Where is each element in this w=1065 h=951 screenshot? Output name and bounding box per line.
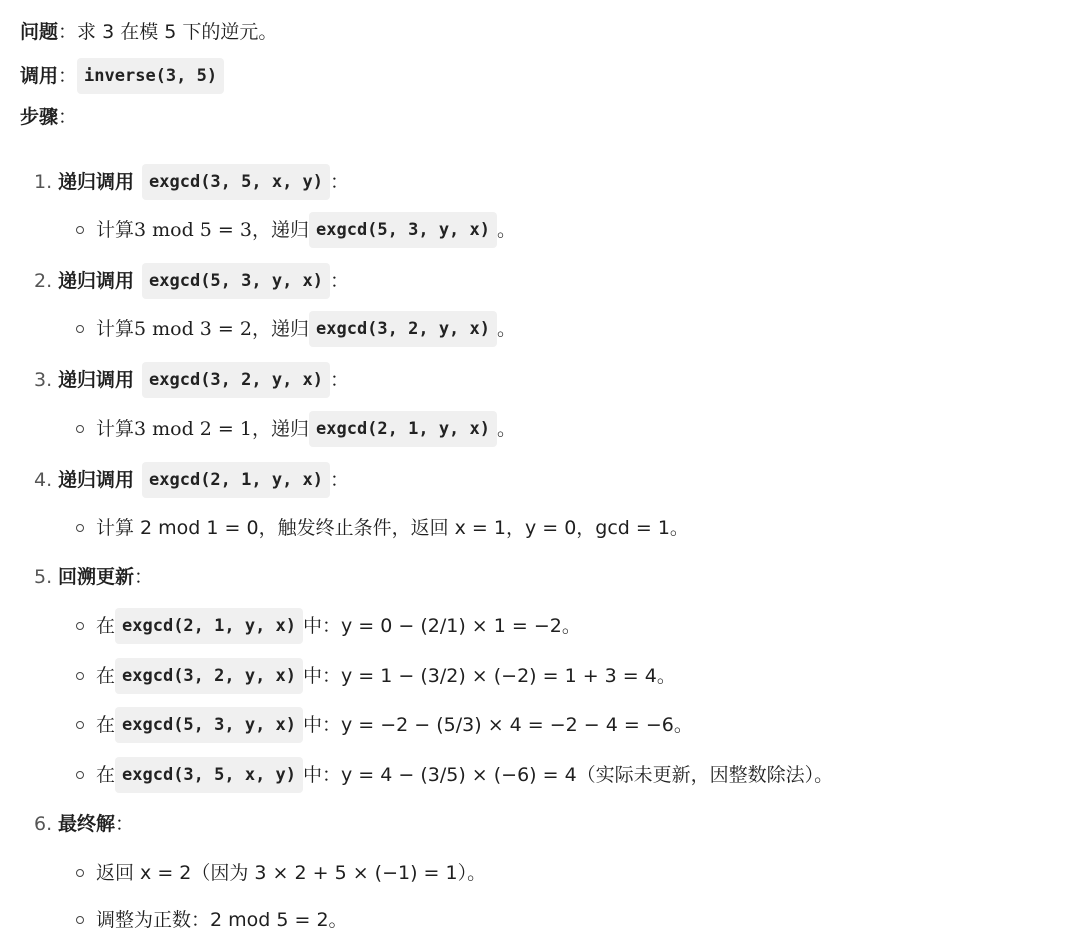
bullet-icon bbox=[76, 672, 84, 680]
steps-label: 步骤 bbox=[20, 106, 59, 128]
sub-text: ，递归 bbox=[251, 219, 309, 241]
call-line bbox=[20, 61, 224, 91]
sub-text: 中：y = −2 − (5/3) × 4 = −2 − 4 = −6。 bbox=[303, 714, 693, 736]
bullet-icon bbox=[76, 425, 84, 433]
math-expression: 3 mod 5 = 3 bbox=[134, 219, 252, 241]
sub-item bbox=[76, 513, 689, 543]
sub-item bbox=[76, 905, 348, 935]
inline-code: exgcd(3, 2, y, x) bbox=[309, 311, 497, 347]
sub-text: 在 bbox=[96, 665, 116, 687]
sub-item bbox=[76, 611, 581, 641]
colon: ： bbox=[58, 106, 78, 128]
bullet-icon bbox=[76, 869, 84, 877]
sub-text: 计算 bbox=[96, 418, 135, 440]
inline-code: exgcd(3, 2, y, x) bbox=[115, 658, 303, 694]
step-item bbox=[34, 465, 349, 495]
bullet-icon bbox=[76, 721, 84, 729]
sub-item bbox=[76, 760, 833, 790]
sub-text: 。 bbox=[497, 219, 517, 241]
step-number: 4. bbox=[34, 469, 53, 491]
colon: ： bbox=[58, 21, 78, 43]
sub-text: 在 bbox=[96, 615, 116, 637]
sub-text: ，递归 bbox=[251, 418, 309, 440]
sub-item bbox=[76, 661, 676, 691]
sub-text: 返回 x = 2（因为 3 × 2 + 5 × (−1) = 1）。 bbox=[96, 862, 487, 884]
call-label: 调用 bbox=[20, 65, 59, 87]
inline-code: exgcd(3, 5, x, y) bbox=[115, 757, 303, 793]
sub-text: 计算 2 mod 1 = 0，触发终止条件，返回 x = 1，y = 0，gcd = 1。 bbox=[96, 517, 689, 539]
colon: ： bbox=[330, 469, 350, 491]
inline-code: exgcd(5, 3, y, x) bbox=[309, 212, 497, 248]
step-item bbox=[34, 167, 349, 197]
step-item bbox=[34, 562, 153, 592]
step-number: 1. bbox=[34, 171, 53, 193]
sub-text: 中：y = 4 − (3/5) × (−6) = 4（实际未更新，因整数除法）。 bbox=[303, 764, 834, 786]
math-expression: 5 mod 3 = 2 bbox=[134, 318, 252, 340]
sub-text: 调整为正数：2 mod 5 = 2。 bbox=[96, 909, 348, 931]
inline-code: exgcd(2, 1, y, x) bbox=[309, 411, 497, 447]
sub-item bbox=[76, 314, 516, 344]
colon: ： bbox=[115, 813, 135, 835]
step-title: 递归调用 bbox=[58, 369, 135, 391]
step-code: exgcd(2, 1, y, x) bbox=[142, 462, 330, 498]
sub-item bbox=[76, 414, 516, 444]
sub-item bbox=[76, 858, 486, 888]
sub-text: 计算 bbox=[96, 219, 135, 241]
step-title: 递归调用 bbox=[58, 270, 135, 292]
step-item bbox=[34, 809, 134, 839]
sub-item bbox=[76, 710, 693, 740]
steps-heading bbox=[20, 102, 77, 132]
step-code: exgcd(5, 3, y, x) bbox=[142, 263, 330, 299]
sub-text: 在 bbox=[96, 764, 116, 786]
step-number: 3. bbox=[34, 369, 53, 391]
inline-code: exgcd(2, 1, y, x) bbox=[115, 608, 303, 644]
bullet-icon bbox=[76, 771, 84, 779]
bullet-icon bbox=[76, 524, 84, 532]
step-title: 递归调用 bbox=[58, 469, 135, 491]
colon: ： bbox=[330, 369, 350, 391]
problem-text: 求 3 在模 5 下的逆元。 bbox=[77, 21, 278, 43]
bullet-icon bbox=[76, 622, 84, 630]
problem-label: 问题 bbox=[20, 21, 59, 43]
step-item bbox=[34, 365, 349, 395]
math-expression: 3 mod 2 = 1 bbox=[134, 418, 252, 440]
step-title: 递归调用 bbox=[58, 171, 135, 193]
step-code: exgcd(3, 2, y, x) bbox=[142, 362, 330, 398]
step-title: 回溯更新 bbox=[58, 566, 135, 588]
sub-text: 。 bbox=[497, 318, 517, 340]
sub-item bbox=[76, 215, 516, 245]
colon: ： bbox=[330, 171, 350, 193]
step-title: 最终解 bbox=[58, 813, 116, 835]
sub-text: 中：y = 0 − (2/1) × 1 = −2。 bbox=[303, 615, 581, 637]
bullet-icon bbox=[76, 226, 84, 234]
colon: ： bbox=[58, 65, 78, 87]
sub-text: 。 bbox=[497, 418, 517, 440]
colon: ： bbox=[330, 270, 350, 292]
sub-text: 在 bbox=[96, 714, 116, 736]
sub-text: ，递归 bbox=[251, 318, 309, 340]
step-number: 2. bbox=[34, 270, 53, 292]
bullet-icon bbox=[76, 325, 84, 333]
step-number: 6. bbox=[34, 813, 53, 835]
step-code: exgcd(3, 5, x, y) bbox=[142, 164, 330, 200]
problem-line bbox=[20, 17, 277, 47]
call-code: inverse(3, 5) bbox=[77, 58, 224, 94]
step-number: 5. bbox=[34, 566, 53, 588]
sub-text: 计算 bbox=[96, 318, 135, 340]
step-item bbox=[34, 266, 349, 296]
sub-text: 中：y = 1 − (3/2) × (−2) = 1 + 3 = 4。 bbox=[303, 665, 676, 687]
inline-code: exgcd(5, 3, y, x) bbox=[115, 707, 303, 743]
bullet-icon bbox=[76, 916, 84, 924]
colon: ： bbox=[134, 566, 154, 588]
